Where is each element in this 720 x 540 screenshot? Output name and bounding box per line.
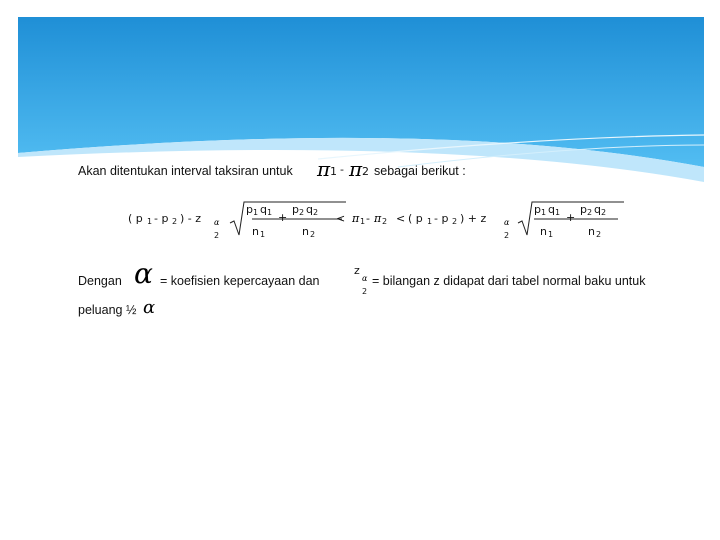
frac-sub: 1 <box>555 208 561 217</box>
formula-left-open: ( p <box>128 212 143 225</box>
formula-sub: 1 <box>427 217 433 226</box>
formula-minus-p: - p <box>434 212 449 225</box>
formula-close-plus-z: ) + z <box>460 212 487 225</box>
pi-symbol: π <box>374 212 382 225</box>
lt-sign: < <box>336 212 346 225</box>
frac-p: p <box>580 203 587 216</box>
z-alpha-numerator: α <box>504 218 510 227</box>
frac-sub: 2 <box>299 208 305 217</box>
frac-p: p <box>292 203 299 216</box>
frac-sub: 2 <box>601 208 607 217</box>
z-alpha-numerator: α <box>362 274 368 283</box>
z-alpha-numerator: α <box>214 218 220 227</box>
formula-close-minus-z: ) - z <box>180 212 202 225</box>
pi-symbol: π <box>352 212 360 225</box>
z-alpha-denominator: 2 <box>504 231 510 240</box>
frac-p: p <box>246 203 253 216</box>
frac-sub: 1 <box>548 230 554 239</box>
frac-sub: 2 <box>313 208 319 217</box>
lt-sign: < <box>396 212 406 225</box>
z-alpha-denominator: 2 <box>214 231 220 240</box>
dengan-label: Dengan <box>78 274 122 288</box>
intro-text: Akan ditentukan interval taksiran untuk <box>78 164 293 178</box>
frac-sub: 2 <box>596 230 602 239</box>
formula-right-open: ( p <box>408 212 423 225</box>
peluang-alpha-symbol: α <box>143 297 156 318</box>
frac-n: n <box>588 225 595 238</box>
frac-sub: 1 <box>253 208 259 217</box>
koefisien-text: = koefisien kepercayaan dan <box>160 274 320 288</box>
intro-minus: - <box>340 163 344 176</box>
formula-minus-p: - p <box>154 212 169 225</box>
frac-q: q <box>260 203 267 216</box>
formula-minus: - <box>366 212 370 225</box>
frac-plus: + <box>566 211 576 224</box>
pi-one-symbol: π <box>317 157 331 181</box>
z-symbol: z <box>354 264 360 277</box>
formula-sub: 2 <box>172 217 178 226</box>
peluang-text: peluang ½ <box>78 303 137 317</box>
pi-one-subscript: 1 <box>330 165 337 178</box>
alpha-symbol: α <box>134 257 153 290</box>
frac-q: q <box>306 203 313 216</box>
frac-n: n <box>302 225 309 238</box>
frac-sub: 1 <box>267 208 273 217</box>
intro-suffix: sebagai berikut : <box>374 164 466 178</box>
pi-two-symbol: π <box>349 157 363 181</box>
frac-sub: 1 <box>260 230 266 239</box>
z-alpha-denominator: 2 <box>362 287 368 296</box>
pi-sub: 2 <box>382 217 388 226</box>
formula-sub: 1 <box>147 217 153 226</box>
frac-plus: + <box>278 211 288 224</box>
frac-n: n <box>252 225 259 238</box>
formula-sub: 2 <box>452 217 458 226</box>
pi-sub: 1 <box>360 217 366 226</box>
frac-sub: 2 <box>310 230 316 239</box>
frac-p: p <box>534 203 541 216</box>
bilangan-text: = bilangan z didapat dari tabel normal baku untuk <box>372 274 646 288</box>
frac-n: n <box>540 225 547 238</box>
frac-q: q <box>548 203 555 216</box>
frac-sub: 1 <box>541 208 547 217</box>
slide-frame <box>18 17 704 523</box>
frac-sub: 2 <box>587 208 593 217</box>
frac-q: q <box>594 203 601 216</box>
pi-two-subscript: 2 <box>362 165 369 178</box>
